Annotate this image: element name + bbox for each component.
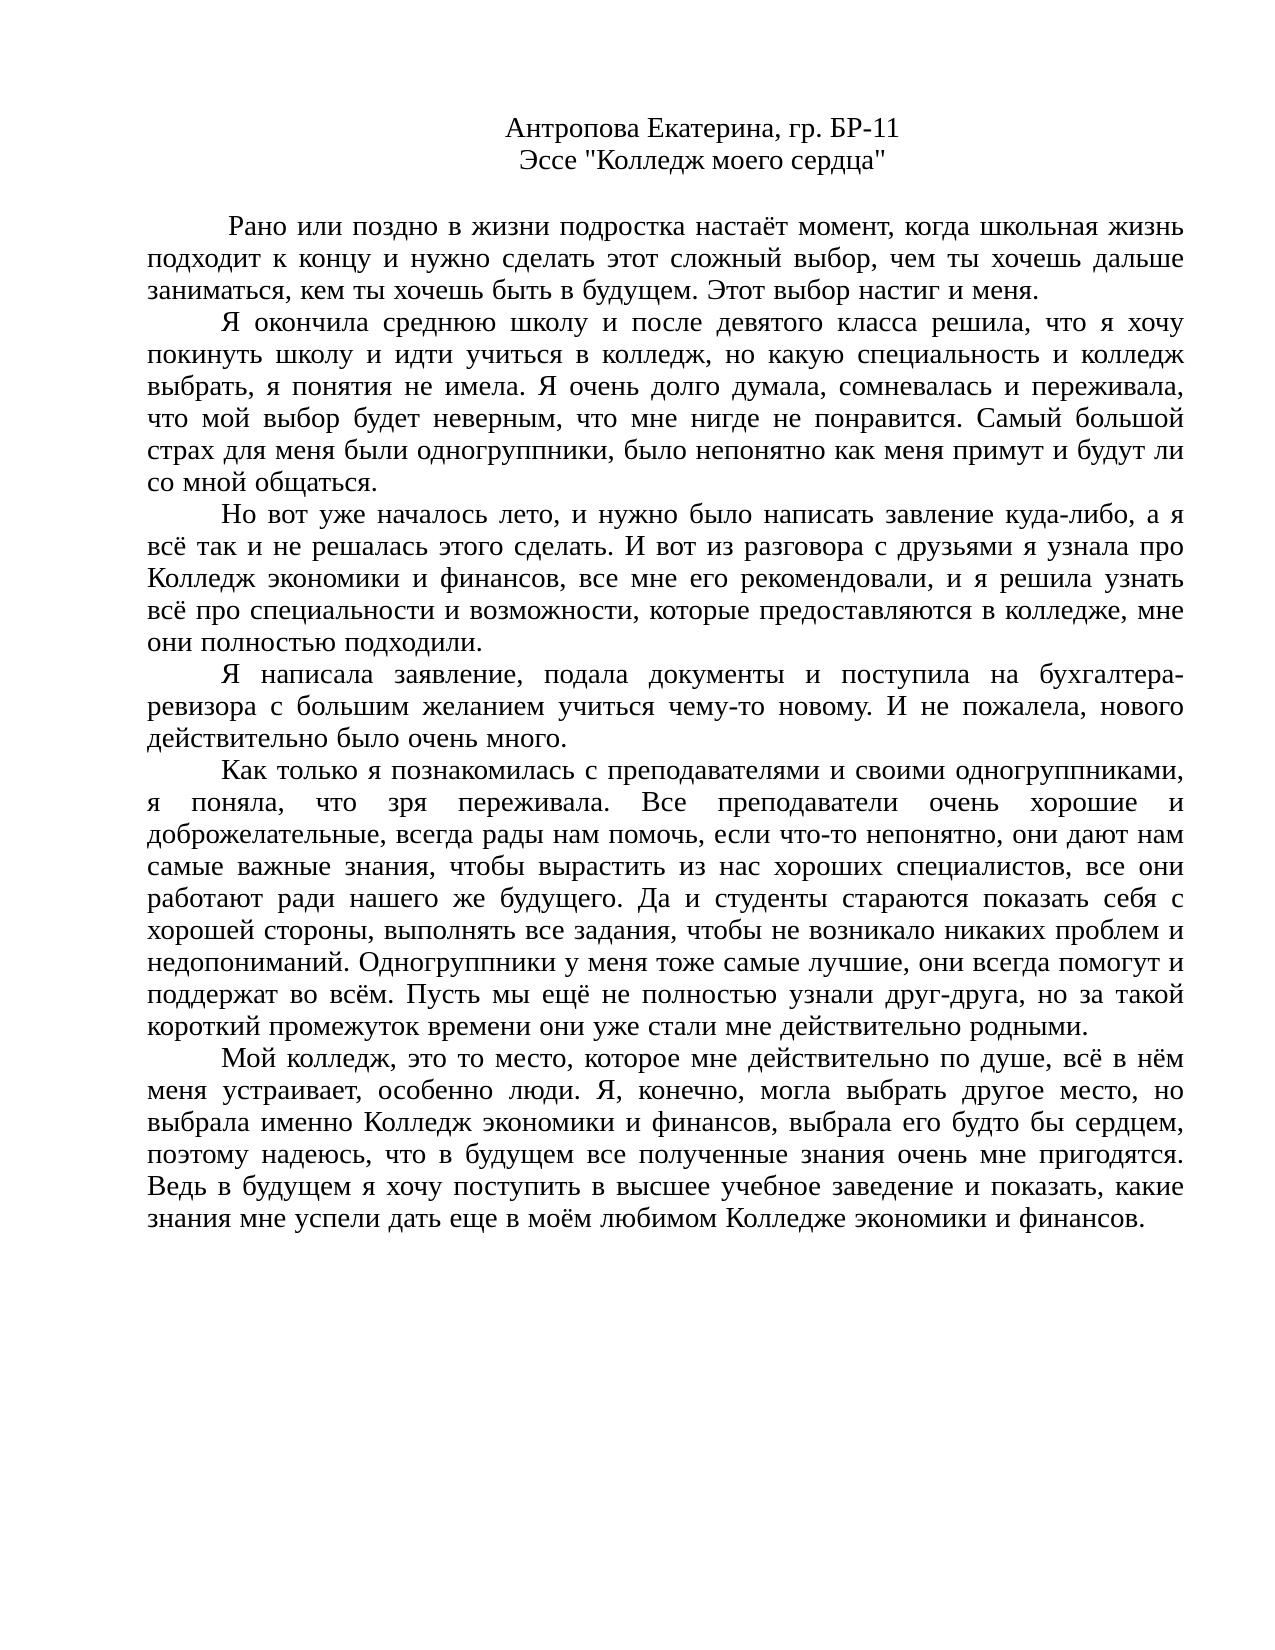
essay-paragraph-1: Рано или поздно в жизни подростка настаёт момент, когда школьная жизнь подходит к концу и нужно сделать этот сложный выбор, чем ты хочешь дальше заниматься, кем ты хочешь быть в будущем. Этот выбор настиг и меня. bbox=[147, 210, 1184, 306]
essay-paragraph-6: Мой колледж, это то место, которое мне действительно по душе, всё в нём меня устраивает, особенно люди. Я, конечно, могла выбрать другое место, но выбрала именно Колледж экономики и финансов, выбрала его будто бы сердцем, поэтому надеюсь, что в будущем все полученные знания очень мне пригодятся. Ведь в будущем я хочу поступить в высшее учебное заведение и показать, какие знания мне успели дать еще в моём любимом Колледже экономики и финансов. bbox=[147, 1042, 1184, 1234]
essay-title: Эссе "Колледж моего сердца" bbox=[519, 144, 886, 176]
essay-paragraph-2: Я окончила среднюю школу и после девятого класса решила, что я хочу покинуть школу и идти учиться в колледж, но какую специальность и колледж выбрать, я понятия не имела. Я очень долго думала, сомневалась и переживала, что мой выбор будет неверным, что мне нигде не понравится. Самый большой страх для меня были одногруппники, было непонятно как меня примут и будут ли со мной общаться. bbox=[147, 306, 1184, 498]
essay-paragraph-5: Как только я познакомилась с преподавателями и своими одногруппниками, я поняла, что зря переживала. Все преподаватели очень хорошие и доброжелательные, всегда рады нам помочь, если что-то непонятно, они дают нам самые важные знания, чтобы вырастить из нас хороших специалистов, все они работают ради нашего же будущего. Да и студенты стараются показать себя с хорошей стороны, выполнять все задания, чтобы не возникало никаких проблем и недопониманий. Одногруппники у меня тоже самые лучшие, они всегда помогут и поддержат во всём. Пусть мы ещё не полностью узнали друг-друга, но за такой короткий промежуток времени они уже стали мне действительно родными. bbox=[147, 754, 1184, 1042]
header-spacer bbox=[147, 176, 1184, 210]
document-header bbox=[147, 112, 1184, 176]
essay-content bbox=[147, 112, 1184, 1234]
essay-paragraph-3: Но вот уже началось лето, и нужно было написать завление куда-либо, а я всё так и не решалась этого сделать. И вот из разговора с друзьями я узнала про Колледж экономики и финансов, все мне его рекомендовали, и я решила узнать всё про специальности и возможности, которые предоставляются в колледже, мне они полностью подходили. bbox=[147, 498, 1184, 658]
essay-paragraph-4: Я написала заявление, подала документы и поступила на бухгалтера-ревизора с большим желанием учиться чему-то новому. И не пожалела, нового действительно было очень много. bbox=[147, 658, 1184, 754]
author-line: Антропова Екатерина, гр. БР-11 bbox=[504, 112, 901, 144]
